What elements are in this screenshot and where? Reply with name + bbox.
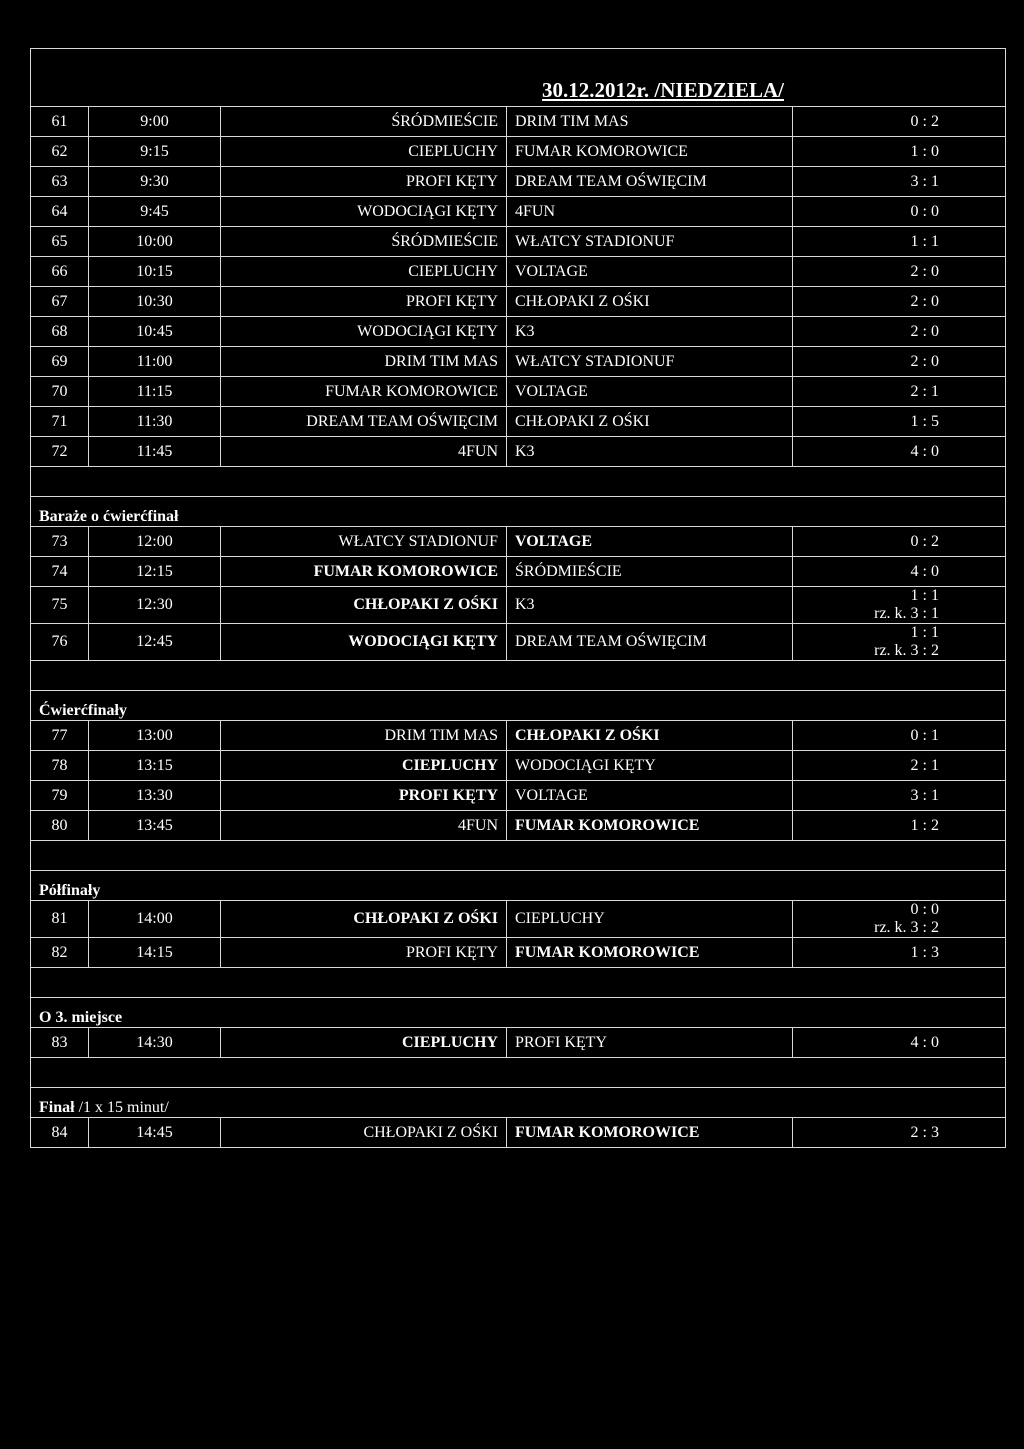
away-team: CHŁOPAKI Z OŚKI [507,721,793,751]
match-number: 73 [31,527,89,557]
match-number: 80 [31,811,89,841]
away-team: ŚRÓDMIEŚCIE [507,557,793,587]
match-time: 14:45 [89,1118,221,1148]
match-row [31,557,1006,587]
away-team: CHŁOPAKI Z OŚKI [507,287,793,317]
match-row [31,107,1006,137]
home-team: FUMAR KOMOROWICE [221,557,507,587]
away-team: FUMAR KOMOROWICE [507,137,793,167]
match-score: 0 : 0 [910,901,939,918]
match-row [31,1028,1006,1058]
match-score: 1 : 3 [793,938,1006,968]
away-team: K3 [507,437,793,467]
match-time: 11:00 [89,347,221,377]
match-row [31,197,1006,227]
section-header-row [31,1088,1006,1118]
match-number: 77 [31,721,89,751]
home-team: DRIM TIM MAS [221,721,507,751]
home-team: WODOCIĄGI KĘTY [221,317,507,347]
penalty-score: rz. k. 3 : 2 [874,642,939,659]
match-score: 1 : 1 [910,587,939,604]
final-duration: /1 x 15 minut/ [74,1099,169,1116]
away-team: CHŁOPAKI Z OŚKI [507,407,793,437]
match-time: 14:15 [89,938,221,968]
match-row [31,938,1006,968]
match-score-cell [793,624,1006,661]
away-team: DREAM TEAM OŚWIĘCIM [507,624,793,661]
spacer-row [31,968,1006,998]
match-row [31,317,1006,347]
penalty-score: rz. k. 3 : 2 [874,919,939,936]
match-score: 2 : 0 [793,257,1006,287]
home-team: CIEPLUCHY [221,751,507,781]
home-team: WODOCIĄGI KĘTY [221,197,507,227]
away-team: FUMAR KOMOROWICE [507,1118,793,1148]
section-header-row [31,998,1006,1028]
match-score: 3 : 1 [793,781,1006,811]
match-score: 2 : 1 [793,377,1006,407]
away-team: K3 [507,587,793,624]
schedule-table [30,48,1006,1148]
home-team: CHŁOPAKI Z OŚKI [221,1118,507,1148]
away-team: WŁATCY STADIONUF [507,347,793,377]
home-team: DREAM TEAM OŚWIĘCIM [221,407,507,437]
match-row [31,624,1006,661]
home-team: WŁATCY STADIONUF [221,527,507,557]
match-number: 61 [31,107,89,137]
match-time: 9:15 [89,137,221,167]
match-number: 62 [31,137,89,167]
home-team: 4FUN [221,437,507,467]
final-label: Finał [39,1099,75,1116]
away-team: VOLTAGE [507,377,793,407]
section-header-row [31,871,1006,901]
home-team: CIEPLUCHY [221,1028,507,1058]
match-time: 12:30 [89,587,221,624]
away-team: WODOCIĄGI KĘTY [507,751,793,781]
match-row [31,1118,1006,1148]
home-team: CIEPLUCHY [221,257,507,287]
match-time: 10:30 [89,287,221,317]
away-team: FUMAR KOMOROWICE [507,811,793,841]
match-time: 11:30 [89,407,221,437]
match-row [31,811,1006,841]
match-time: 13:30 [89,781,221,811]
home-team: PROFI KĘTY [221,287,507,317]
match-score: 4 : 0 [793,437,1006,467]
match-number: 84 [31,1118,89,1148]
match-number: 83 [31,1028,89,1058]
away-team: DRIM TIM MAS [507,107,793,137]
match-row [31,721,1006,751]
match-number: 72 [31,437,89,467]
home-team: PROFI KĘTY [221,938,507,968]
away-team: K3 [507,317,793,347]
match-number: 69 [31,347,89,377]
match-score: 2 : 0 [793,347,1006,377]
away-team: WŁATCY STADIONUF [507,227,793,257]
match-row [31,227,1006,257]
match-score-cell [793,901,1006,938]
match-score: 0 : 2 [793,107,1006,137]
match-score: 2 : 3 [793,1118,1006,1148]
section-label: O 3. miejsce [31,998,1006,1028]
match-score: 1 : 1 [910,624,939,641]
home-team: CHŁOPAKI Z OŚKI [221,901,507,938]
match-score: 0 : 1 [793,721,1006,751]
match-score: 0 : 2 [793,527,1006,557]
title-row [31,49,1006,107]
match-number: 70 [31,377,89,407]
match-score: 2 : 0 [793,317,1006,347]
away-team: VOLTAGE [507,527,793,557]
match-time: 12:15 [89,557,221,587]
away-team: VOLTAGE [507,257,793,287]
match-row [31,527,1006,557]
match-time: 10:15 [89,257,221,287]
match-row [31,137,1006,167]
away-team: PROFI KĘTY [507,1028,793,1058]
away-team: CIEPLUCHY [507,901,793,938]
page-title: 30.12.2012r. /NIEDZIELA/ [542,78,784,102]
home-team: PROFI KĘTY [221,167,507,197]
match-score: 0 : 0 [793,197,1006,227]
home-team: CHŁOPAKI Z OŚKI [221,587,507,624]
match-time: 10:45 [89,317,221,347]
match-score: 2 : 1 [793,751,1006,781]
home-team: 4FUN [221,811,507,841]
home-team: DRIM TIM MAS [221,347,507,377]
match-row [31,587,1006,624]
match-time: 11:45 [89,437,221,467]
match-time: 13:15 [89,751,221,781]
match-score: 4 : 0 [793,1028,1006,1058]
match-score: 1 : 2 [793,811,1006,841]
match-time: 13:45 [89,811,221,841]
match-row [31,347,1006,377]
spacer-row [31,467,1006,497]
match-time: 12:00 [89,527,221,557]
home-team: FUMAR KOMOROWICE [221,377,507,407]
match-number: 68 [31,317,89,347]
match-score-cell [793,587,1006,624]
match-score: 1 : 5 [793,407,1006,437]
match-row [31,287,1006,317]
match-row [31,901,1006,938]
match-number: 76 [31,624,89,661]
match-number: 82 [31,938,89,968]
match-score: 1 : 0 [793,137,1006,167]
match-time: 10:00 [89,227,221,257]
match-time: 14:30 [89,1028,221,1058]
match-number: 74 [31,557,89,587]
match-time: 12:45 [89,624,221,661]
home-team: ŚRÓDMIEŚCIE [221,107,507,137]
match-row [31,407,1006,437]
away-team: DREAM TEAM OŚWIĘCIM [507,167,793,197]
match-row [31,377,1006,407]
match-number: 71 [31,407,89,437]
match-row [31,257,1006,287]
spacer-row [31,661,1006,691]
match-number: 66 [31,257,89,287]
match-number: 63 [31,167,89,197]
match-row [31,437,1006,467]
match-row [31,751,1006,781]
away-team: VOLTAGE [507,781,793,811]
match-time: 11:15 [89,377,221,407]
match-score: 4 : 0 [793,557,1006,587]
match-time: 13:00 [89,721,221,751]
match-number: 78 [31,751,89,781]
section-label [31,1088,1006,1118]
match-number: 65 [31,227,89,257]
section-header-row [31,497,1006,527]
home-team: PROFI KĘTY [221,781,507,811]
home-team: WODOCIĄGI KĘTY [221,624,507,661]
match-row [31,167,1006,197]
spacer-row [31,841,1006,871]
match-number: 67 [31,287,89,317]
match-row [31,781,1006,811]
away-team: 4FUN [507,197,793,227]
match-time: 9:00 [89,107,221,137]
section-label: Ćwierćfinały [31,691,1006,721]
home-team: ŚRÓDMIEŚCIE [221,227,507,257]
match-score: 2 : 0 [793,287,1006,317]
match-number: 75 [31,587,89,624]
section-label: Baraże o ćwierćfinał [31,497,1006,527]
away-team: FUMAR KOMOROWICE [507,938,793,968]
home-team: CIEPLUCHY [221,137,507,167]
spacer-row [31,1058,1006,1088]
match-time: 14:00 [89,901,221,938]
match-time: 9:30 [89,167,221,197]
match-score: 3 : 1 [793,167,1006,197]
penalty-score: rz. k. 3 : 1 [874,605,939,622]
match-number: 64 [31,197,89,227]
match-score: 1 : 1 [793,227,1006,257]
section-label: Półfinały [31,871,1006,901]
match-number: 79 [31,781,89,811]
section-header-row [31,691,1006,721]
match-time: 9:45 [89,197,221,227]
match-number: 81 [31,901,89,938]
